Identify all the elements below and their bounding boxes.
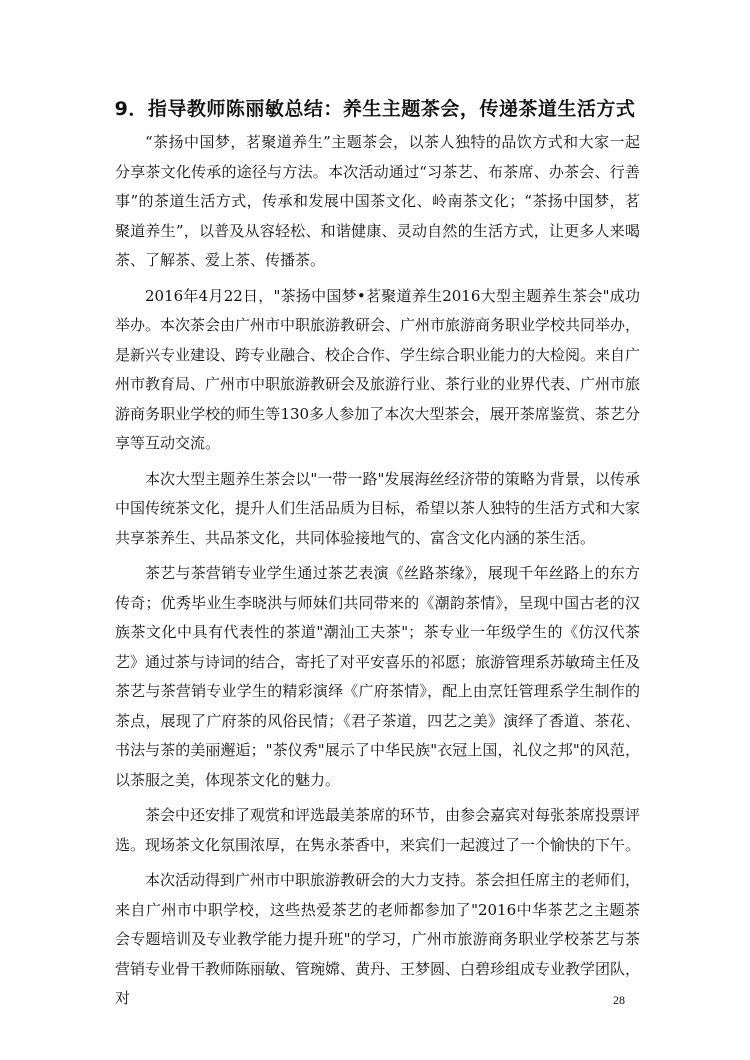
- paragraph: “茶扬中国梦，茗聚道养生”主题茶会，以茶人独特的品饮方式和大家一起分享茶文化传承的途径与方法。本次活动通过“习茶艺、布茶席、办茶会、行善事”的茶道生活方式，传承和发展中国茶文化、岭南茶文化；“茶扬中国梦，茗聚道养生”，以普及从容轻松、和谐健康、灵动自然的生活方式，让更多人来喝茶、了解茶、爱上茶、传播茶。: [115, 133, 640, 269]
- paragraph: 茶会中还安排了观赏和评选最美茶席的环节，由参会嘉宾对每张茶席投票评选。现场茶文化氛围浓厚，在隽永茶香中，来宾们一起渡过了一个愉快的下午。: [115, 806, 641, 854]
- body-text: [115, 128, 640, 1020]
- section-heading: 9．指导教师陈丽敏总结：养生主题茶会，传递茶道生活方式: [114, 98, 636, 120]
- page-number: 28: [613, 993, 625, 1007]
- paragraph: 茶艺与茶营销专业学生通过茶艺表演《丝路茶缘》，展现千年丝路上的东方传奇；优秀毕业生李晓洪与师妹们共同带来的《潮韵茶情》，呈现中国古老的汉族茶文化中具有代表性的茶道"潮汕工夫茶"；茶专业一年级学生的《仿汉代茶艺》通过茶与诗词的结合，寄托了对平安喜乐的祁愿；旅游管理系苏敏琦主任及茶艺与茶营销专业学生的精彩演绎《广府茶情》，配上由烹饪管理系学生制作的茶点，展现了广府茶的风俗民情；《君子茶道，四艺之美》演绎了香道、茶花、书法与茶的美丽邂逅；"茶仪秀"展示了中华民族"衣冠上国，礼仪之邦"的风范，以茶服之美，体现茶文化的魅力。: [115, 564, 641, 789]
- paragraph: 本次大型主题养生茶会以"一带一路"发展海丝经济带的策略为背景，以传承中国传统茶文化，提升人们生活品质为目标，希望以茶人独特的生活方式和大家共享茶养生、共品茶文化，共同体验接地气的、富含文化内涵的茶生活。: [115, 469, 641, 547]
- paragraph: 2016年4月22日，"茶扬中国梦•茗聚道养生2016大型主题养生茶会"成功举办。本次茶会由广州市中职旅游教研会、广州市旅游商务职业学校共同举办，是新兴专业建设、跨专业融合、校企合作、学生综合职业能力的大检阅。来自广州市教育局、广州市中职旅游教研会及旅游行业、茶行业的业界代表、广州市旅游商务职业学校的师生等130多人参加了本次大型茶会，展开茶席鉴赏、茶艺分享等互动交流。: [115, 286, 641, 452]
- paragraph: 本次活动得到广州市中职旅游教研会的大力支持。茶会担任席主的老师们，来自广州市中职学校，这些热爱茶艺的老师都参加了"2016中华茶艺之主题茶会专题培训及专业教学能力提升班"的学习，广州市旅游商务职业学校茶艺与茶营销专业骨干教师陈丽敏、管琬嫦、黄丹、王梦圆、白碧珍组成专业教学团队，对: [115, 871, 641, 1007]
